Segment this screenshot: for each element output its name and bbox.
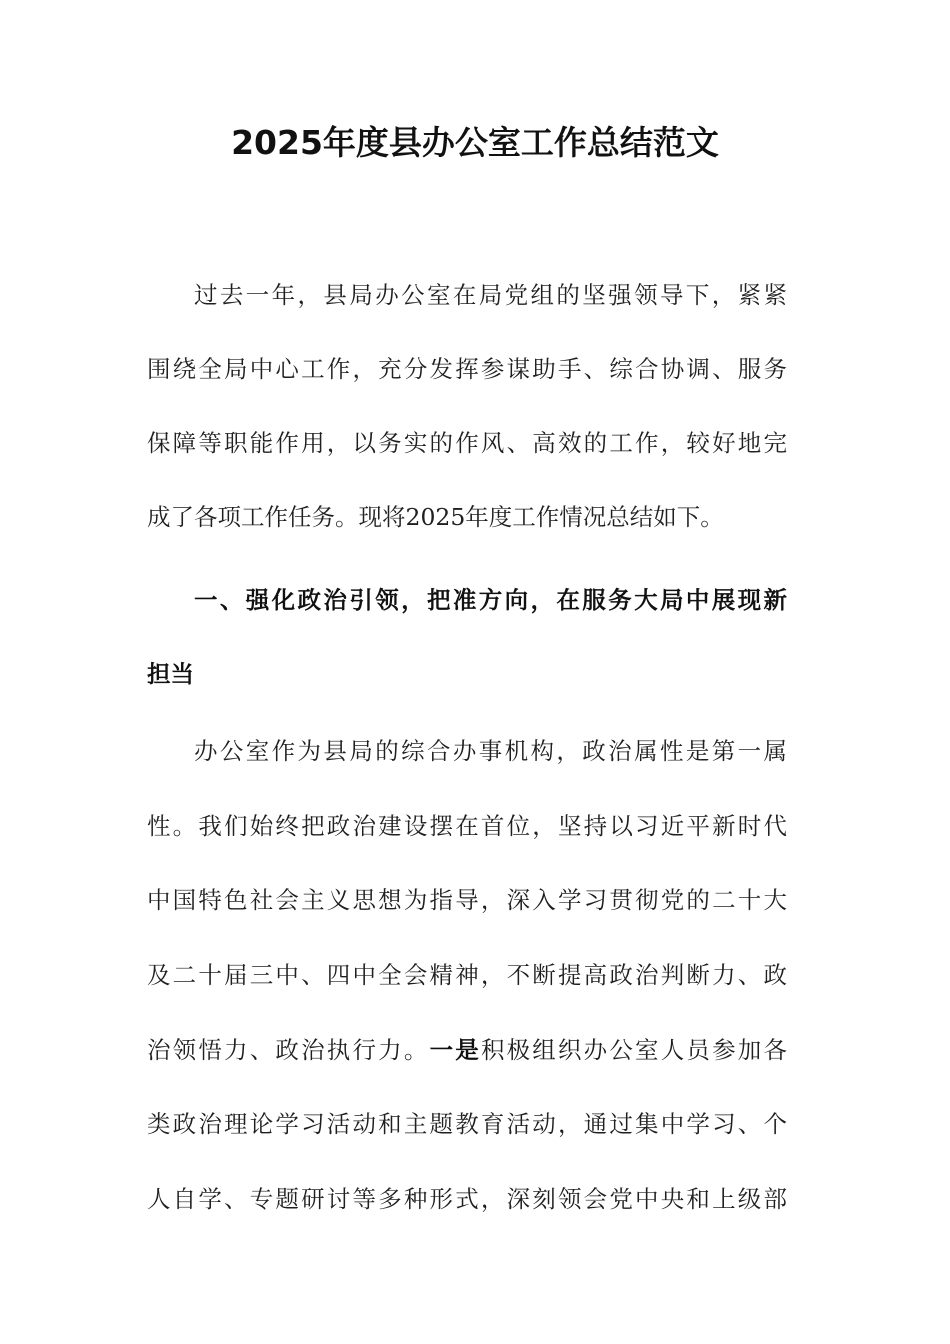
intro-line-3: 保障等职能作用，以务实的作风、高效的工作，较好地完 <box>147 429 787 457</box>
section1-line-2: 性。我们始终把政治建设摆在首位，坚持以习近平新时代 <box>147 812 787 840</box>
section1-line-1: 办公室作为县局的综合办事机构，政治属性是第一属 <box>194 737 787 765</box>
intro-line-2: 围绕全局中心工作，充分发挥参谋助手、综合协调、服务 <box>147 355 787 383</box>
section-heading-line-1: 一、强化政治引领，把准方向，在服务大局中展现新 <box>194 586 787 614</box>
section1-line-3: 中国特色社会主义思想为指导，深入学习贯彻党的二十大 <box>147 886 787 914</box>
section1-line-6: 类政治理论学习活动和主题教育活动，通过集中学习、个 <box>147 1110 787 1138</box>
document-title: 2025年度县办公室工作总结范文 <box>231 123 719 162</box>
section1-line-7: 人自学、专题研讨等多种形式，深刻领会党中央和上级部 <box>147 1185 787 1213</box>
section1-line-5-cont: 积极组织办公室人员参加各 <box>480 1036 787 1064</box>
intro-line-1: 过去一年，县局办公室在局党组的坚强领导下，紧紧 <box>194 281 787 309</box>
section1-line-4: 及二十届三中、四中全会精神，不断提高政治判断力、政 <box>147 961 787 989</box>
section1-line-5 <box>147 1030 787 1070</box>
intro-line-4: 成了各项工作任务。现将2025年度工作情况总结如下。 <box>147 503 724 531</box>
section1-line-5-text: 治领悟力、政治执行力。 <box>147 1036 430 1064</box>
section1-emphasis: 一是 <box>429 1036 481 1064</box>
section-heading-line-2: 担当 <box>147 660 194 688</box>
